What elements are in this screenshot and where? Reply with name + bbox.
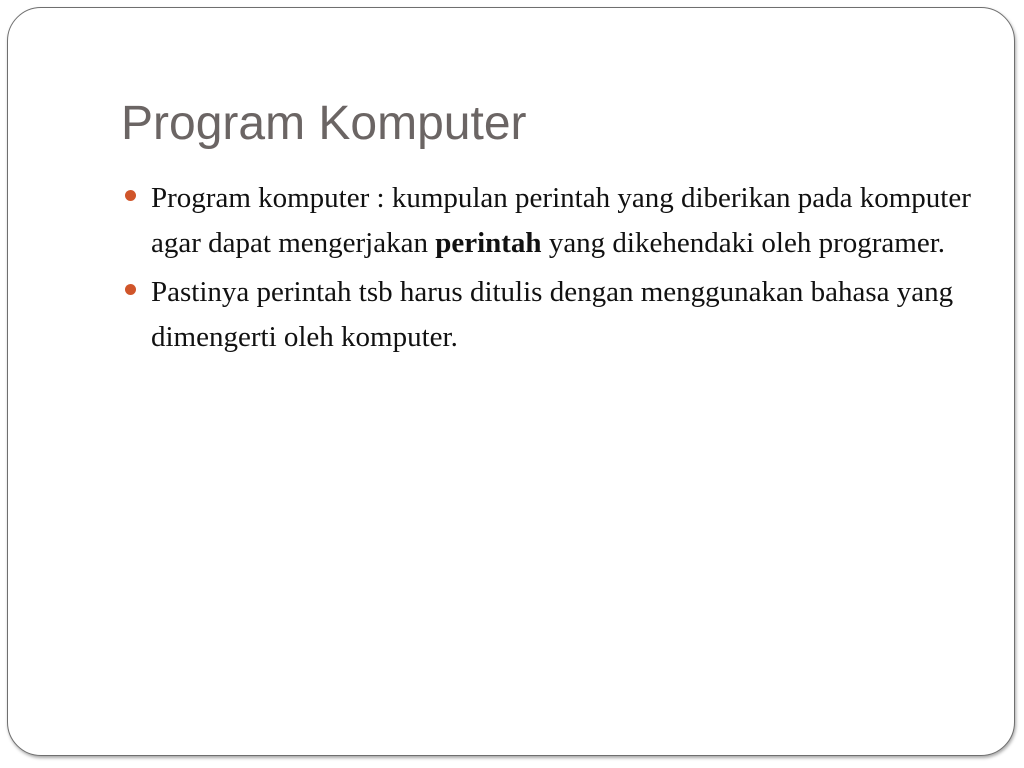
bullet-dot-icon <box>125 190 136 201</box>
slide-frame <box>7 7 1015 756</box>
bullet-item-2 <box>151 270 981 360</box>
slide-title: Program Komputer <box>121 97 527 150</box>
bullet-1-bold-word: perintah <box>435 227 542 259</box>
bullet-1-text-start: Program komputer : kumpulan perintah yang diberikan pada komputer agar dapat mengerjakan <box>151 182 971 259</box>
bullet-1-text-end: yang dikehendaki oleh programer. <box>541 227 946 259</box>
bullet-dot-icon <box>125 284 136 295</box>
bullet-list <box>151 176 981 364</box>
bullet-2-text: Pastinya perintah tsb harus ditulis dengan menggunakan bahasa yang dimengerti oleh komputer. <box>151 276 954 353</box>
bullet-item-1 <box>151 176 981 266</box>
